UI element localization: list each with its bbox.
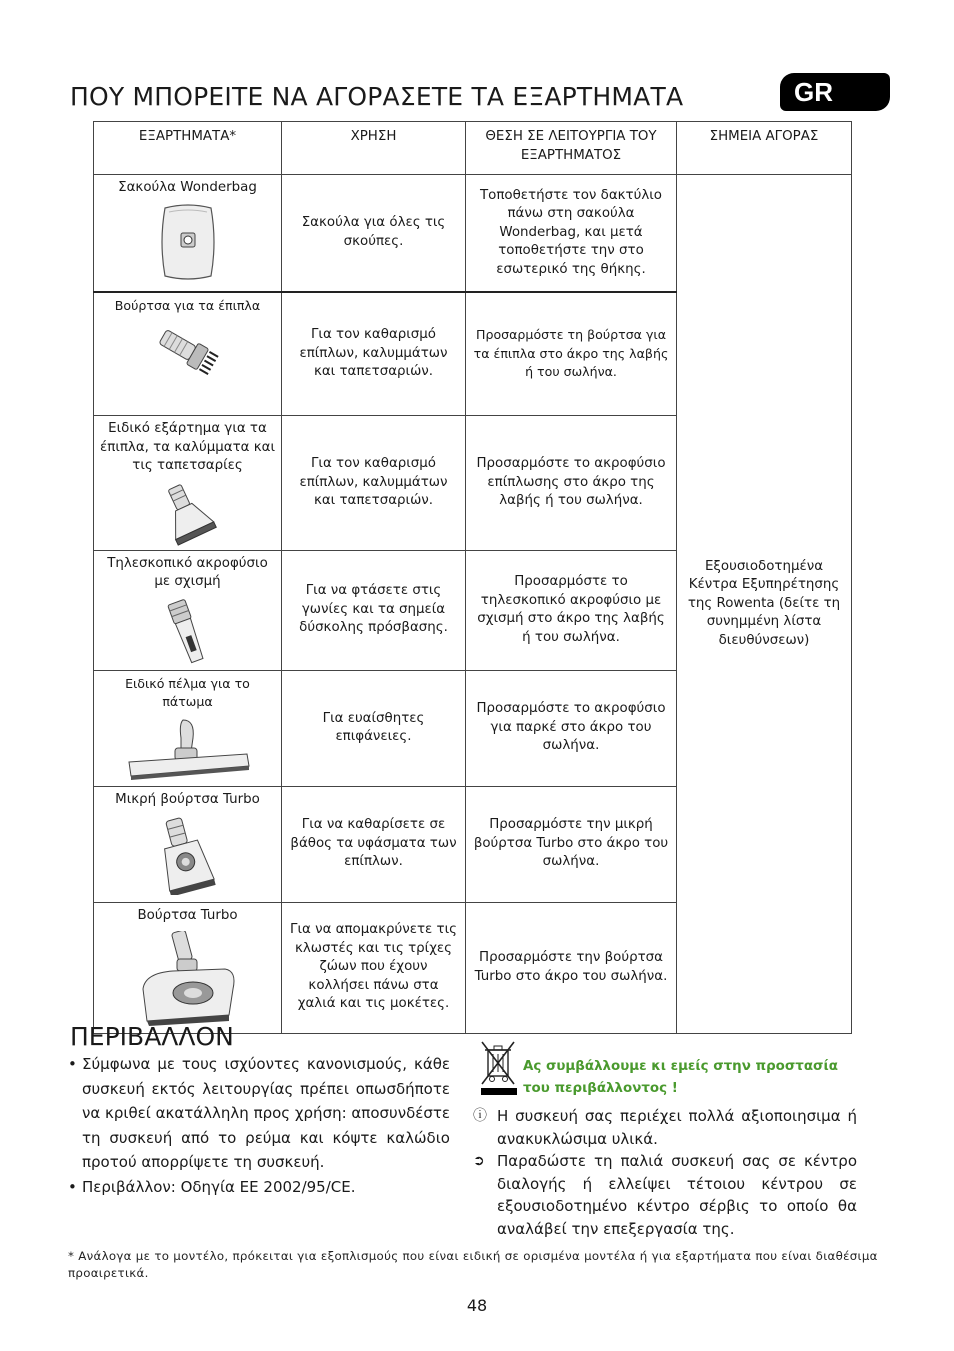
recyclable-text: Η συσκευή σας περιέχει πολλά αξιοποιησιμα ή ανακυκλώσιμα υλικά. [497,1107,857,1148]
use-text: Σακούλα για όλες τις σκούπες. [282,175,466,292]
arrow-icon: ➲ [473,1153,485,1169]
accessory-name: Ειδικό εξάρτημα για τα έπιπλα, τα καλύμματα και τις ταπετσαρίες [100,421,275,473]
disposal-info [473,1150,857,1240]
table-header-row [94,122,852,175]
accessory-name: Βούρτσα για τα έπιπλα [114,297,261,313]
header-position: ΘΕΣΗ ΣΕ ΛΕΙΤΟΥΡΓΙΑ ΤΟΥ ΕΞΑΡΤΗΜΑΤΟΣ [466,122,677,175]
bin-underline-bar [481,1088,517,1095]
position-text: Προσαρμόστε τη βούρτσα για τα έπιπλα στο άκρο της λαβής ή του σωλήνα. [466,292,677,416]
position-text: Προσαρμόστε το ακροφύσιο για παρκέ στο άκρο του σωλήνα. [466,670,677,786]
turbo-brush-icon [133,931,243,1027]
wonderbag-icon [157,204,219,280]
disposal-text: Παραδώστε τη παλιά συσκευή σας σε κέντρο διαλογής ή ελλείψει τέτοιου κέντρου σε εξουσιοδοτημένο κέντρο σέρβις το οποίο θα αναλάβεί την επεξεργασία της. [497,1152,857,1238]
furniture-brush-icon [153,321,223,381]
table-row [94,175,852,292]
use-text: Για τον καθαρισμό επίπλων, καλυμμάτων και ταπετσαριών. [282,416,466,551]
use-text: Για να φτάσετε στις γωνίες και τα σημεία δύσκολης πρόσβασης. [282,550,466,670]
environment-left-column [68,1052,450,1199]
page-title: ΠΟΥ ΜΠΟΡΕΙΤΕ ΝΑ ΑΓΟΡΑΣΕΤΕ ΤΑ ΕΞΑΡΤΗΜΑΤΑ [70,82,684,111]
position-text: Προσαρμόστε την βούρτσα Turbo στο άκρο του σωλήνα. [466,902,677,1033]
environment-heading: ΠΕΡΙΒΑΛΛΟΝ [70,1022,234,1051]
page-number: 48 [466,1296,488,1315]
recyclable-info [473,1105,857,1150]
mini-turbo-brush-icon [153,815,223,895]
use-text: Για να καθαρίσετε σε βάθος τα υφάσματα των επίπλων. [282,786,466,902]
header-accessories: ΕΞΑΡΤΗΜΑΤΑ* [94,122,282,175]
crossed-bin-icon [480,1040,516,1086]
upholstery-nozzle-icon [156,482,220,546]
info-icon: ⓘ [473,1108,487,1124]
environment-note: Ας συμβάλλουμε κι εμείς στην προστασία του περιβάλλοντος ! [523,1059,838,1096]
header-use: ΧΡΗΣΗ [282,122,466,175]
use-text: Για τον καθαρισμό επίπλων, καλυμμάτων και ταπετσαριών. [282,292,466,416]
accessory-name: Τηλεσκοπικό ακροφύσιο με σχισμή [107,555,268,589]
accessory-name: Ειδικό πέλμα για το πάτωμα [125,675,250,709]
accessory-name: Σακούλα Wonderbag [118,180,257,195]
position-text: Προσαρμόστε το τηλεσκοπικό ακροφύσιο με σχισμή στο άκρο της λαβής ή του σωλήνα. [466,550,677,670]
use-text: Για να απομακρύνετε τις κλωστές και τις τρίχες ζώων που έχουν κολλήσει πάνω στα χαλιά και τις μοκέτες. [282,902,466,1033]
footnote: * Ανάλογα με το μοντέλο, πρόκειται για εξοπλισμούς που είναι ειδική σε ορισμένα μοντέλα ή για εξαρτήματα που είναι διαθέσιμα προαιρετικά. [68,1249,878,1280]
accessories-table [93,121,852,1034]
position-text: Προσαρμόστε το ακροφύσιο επίπλωσης στο άκρο της λαβής ή του σωλήνα. [466,416,677,551]
header-purchase-points: ΣΗΜΕΙΑ ΑΓΟΡΑΣ [677,122,852,175]
parquet-nozzle-icon [123,718,253,782]
directive-bullet: • Περιβάλλον: Οδηγία ΕΕ 2002/95/CE. [68,1175,450,1200]
purchase-points-text: Εξουσιοδοτημένα Κέντρα Εξυπηρέτησης της Rowenta (δείτε τη συνημμένη λίστα διευθύνσεων) [677,175,852,1034]
crevice-tool-icon [160,598,216,666]
accessory-name: Βούρτσα Turbo [137,907,238,923]
accessory-name: Μικρή βούρτσα Turbo [115,791,260,807]
position-text: Προσαρμόστε την μικρή βούρτσα Turbo στο άκρο του σωλήνα. [466,786,677,902]
position-text: Τοποθετήστε τον δακτύλιο πάνω στη σακούλα Wonderbag, και μετά τοποθετήστε την στο εσωτερικό της θήκης. [466,175,677,292]
language-badge: GR [780,73,890,111]
disposal-bullet: • Σύμφωνα με τους ισχύοντες κανονισμούς, κάθε συσκευή εκτός λειτουργίας πρέπει οπωσδήποτε να κριθεί ακατάλληλη προς χρήση: αποσυνδέστε τη συσκευή από το ρεύμα και κόψτε καλώδιο προτού απορρίψετε τη συσκευή. [68,1052,450,1175]
use-text: Για ευαίσθητες επιφάνειες. [282,670,466,786]
